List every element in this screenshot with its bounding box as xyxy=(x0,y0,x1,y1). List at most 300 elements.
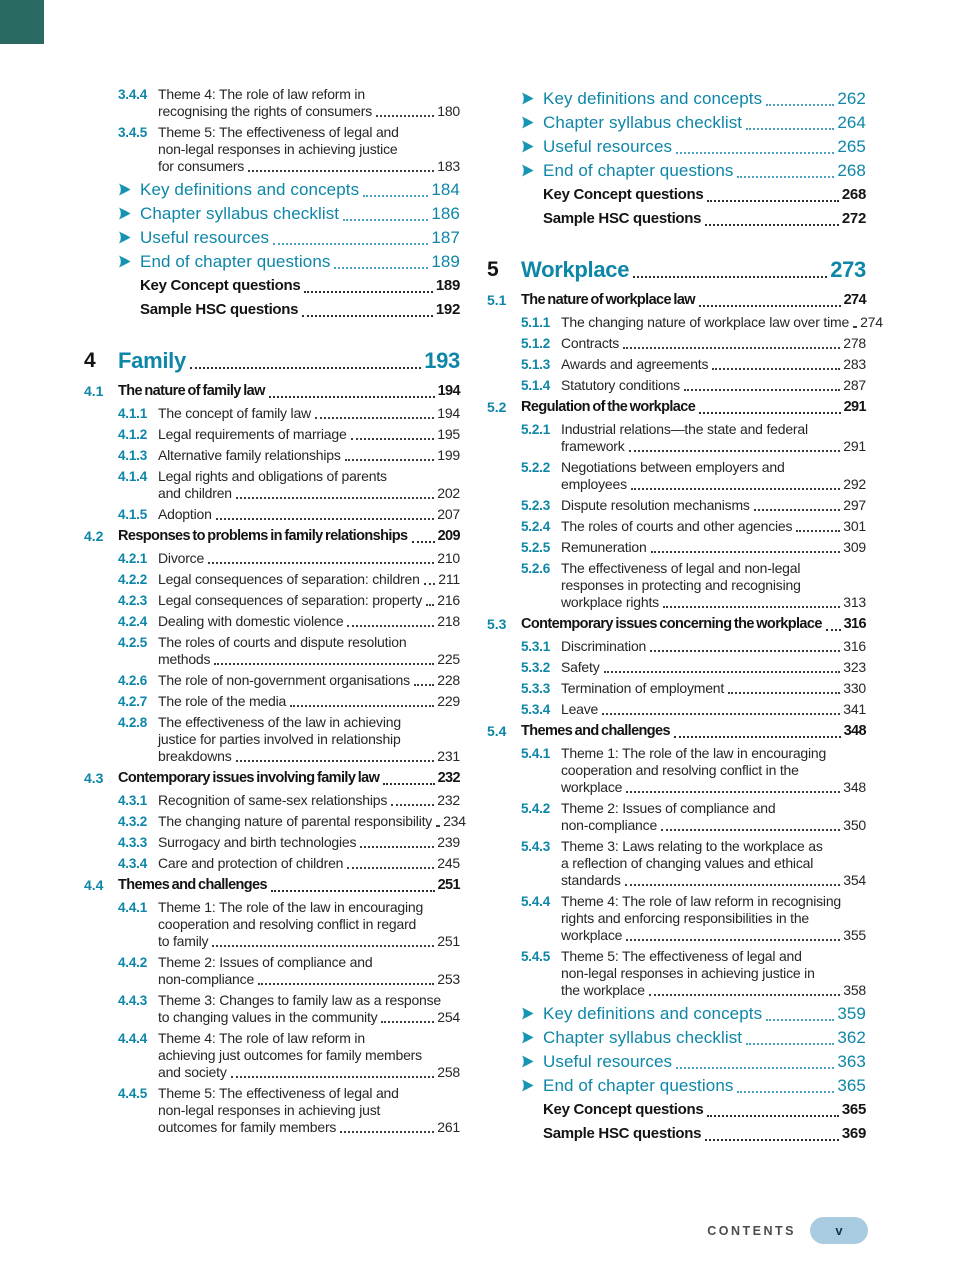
toc-entry-5-1 xyxy=(487,291,866,310)
entry-body xyxy=(561,638,866,655)
entry-text-line: Theme 3: Laws relating to the workplace as xyxy=(561,838,823,854)
entry-last-line xyxy=(561,982,866,999)
toc-entry xyxy=(487,1003,866,1024)
entry-number: 5.1.3 xyxy=(521,357,551,372)
entry-last-line xyxy=(158,613,460,630)
entry-last-line xyxy=(140,203,460,224)
entry-text: Safety xyxy=(561,659,600,675)
entry-text: Sample HSC questions xyxy=(543,210,702,227)
entry-text-line: cooperation and resolving conflict in regard xyxy=(158,916,417,932)
dotted-leader xyxy=(676,152,834,154)
entry-body xyxy=(543,184,866,205)
entry-last-line xyxy=(118,876,460,895)
dotted-leader xyxy=(343,219,428,221)
entry-last-line xyxy=(561,659,866,676)
entry-text-line: Theme 5: The effectiveness of legal and xyxy=(158,1085,399,1101)
dotted-leader xyxy=(737,1091,834,1093)
toc-entry-5-2 xyxy=(487,398,866,417)
entry-text-line: a reflection of changing values and ethical xyxy=(561,855,814,871)
dotted-leader xyxy=(334,267,428,269)
entry-body xyxy=(158,992,460,1026)
toc-entry-5-2-3 xyxy=(487,497,866,514)
toc-entry-4-1-5 xyxy=(84,506,460,523)
entry-body xyxy=(158,855,460,872)
dotted-leader xyxy=(190,367,421,369)
page-ref: 323 xyxy=(843,659,866,675)
dotted-leader xyxy=(258,983,434,985)
entry-body xyxy=(140,179,460,200)
page-ref: 216 xyxy=(437,592,460,608)
entry-number: 5.4.4 xyxy=(521,894,551,909)
page-ref: 189 xyxy=(435,277,460,294)
entry-number: 5.3.4 xyxy=(521,702,551,717)
entry-text-line: responses in protecting and recognising xyxy=(561,577,801,593)
entry-body xyxy=(521,291,866,310)
entry-last-line xyxy=(158,651,460,668)
entry-text: End of chapter questions xyxy=(543,161,734,180)
entry-body xyxy=(561,838,866,889)
dotted-leader xyxy=(347,625,434,627)
entry-body xyxy=(543,1075,866,1096)
page-ref: 180 xyxy=(437,103,460,119)
entry-body xyxy=(158,693,460,710)
toc-entry-4-4 xyxy=(84,876,460,895)
entry-number: 4.1.4 xyxy=(118,469,148,484)
entry-text: Useful resources xyxy=(140,228,270,247)
dotted-leader xyxy=(746,1043,834,1045)
entry-last-line xyxy=(158,813,466,830)
page-ref: 234 xyxy=(443,813,466,829)
entry-last-line xyxy=(543,88,866,109)
page-ref: 262 xyxy=(837,89,866,108)
entry-number: 5.3.3 xyxy=(521,681,551,696)
toc-entry-4-4-4 xyxy=(84,1030,460,1081)
entry-number: 5.1.4 xyxy=(521,378,551,393)
entry-text: standards xyxy=(561,872,621,888)
entry-number: 4.2.6 xyxy=(118,673,148,688)
entry-last-line xyxy=(561,594,866,611)
entry-text: Remuneration xyxy=(561,539,647,555)
toc-entry xyxy=(84,251,460,272)
page-ref: 231 xyxy=(437,748,460,764)
toc-entry-4-2-8 xyxy=(84,714,460,765)
toc-entry-4-2-4 xyxy=(84,613,460,630)
arrow-bullet-icon xyxy=(520,136,543,154)
toc-entry-5-4-4 xyxy=(487,893,866,944)
page-ref: 287 xyxy=(843,377,866,393)
entry-text: Key definitions and concepts xyxy=(140,180,360,199)
entry-last-line xyxy=(158,405,460,422)
page-ref: 292 xyxy=(843,476,866,492)
dotted-leader xyxy=(347,867,434,869)
page-ref: 350 xyxy=(843,817,866,833)
entry-text: outcomes for family members xyxy=(158,1119,337,1135)
entry-last-line xyxy=(543,112,866,133)
page-ref: 207 xyxy=(437,506,460,522)
entry-body xyxy=(158,1030,460,1081)
entry-number: 4.3.2 xyxy=(118,814,148,829)
entry-body xyxy=(118,382,460,401)
entry-text-line: rights and enforcing responsibilities in the xyxy=(561,910,810,926)
toc-entry-5-4-3 xyxy=(487,838,866,889)
toc-entry-4-1 xyxy=(84,382,460,401)
entry-body xyxy=(158,714,460,765)
dotted-leader xyxy=(436,825,440,827)
page-ref: 341 xyxy=(843,701,866,717)
entry-text: to changing values in the community xyxy=(158,1009,378,1025)
entry-number: 4.3 xyxy=(84,770,104,786)
entry-body xyxy=(561,459,866,493)
entry-text: The role of the media xyxy=(158,693,287,709)
dotted-leader xyxy=(604,671,841,673)
entry-text: Chapter syllabus checklist xyxy=(543,1028,743,1047)
page-ref: 194 xyxy=(437,405,460,421)
entry-body xyxy=(561,745,866,796)
dotted-leader xyxy=(651,551,841,553)
entry-text: Useful resources xyxy=(543,137,673,156)
entry-last-line xyxy=(561,356,866,373)
entry-text: and society xyxy=(158,1064,227,1080)
entry-body xyxy=(561,518,866,535)
entry-text-line: Theme 3: Changes to family law as a response xyxy=(158,992,442,1008)
toc-entry-5-2-6 xyxy=(487,560,866,611)
entry-last-line xyxy=(158,693,460,710)
dotted-leader xyxy=(360,846,434,848)
dotted-leader xyxy=(304,291,432,293)
entry-last-line xyxy=(158,748,460,765)
page-ref: 362 xyxy=(837,1028,866,1047)
toc-entry-4-2-1 xyxy=(84,550,460,567)
entry-text-line: Industrial relations—the state and federal xyxy=(561,421,808,437)
entry-body xyxy=(158,86,460,120)
page-ref: 268 xyxy=(841,186,866,203)
entry-text: breakdowns xyxy=(158,748,232,764)
toc-entry xyxy=(487,208,866,229)
entry-body xyxy=(561,701,866,718)
entry-body xyxy=(158,124,460,175)
entry-last-line xyxy=(140,227,460,248)
entry-last-line xyxy=(561,680,866,697)
entry-body xyxy=(561,800,866,834)
dotted-leader xyxy=(746,128,834,130)
entry-text: Adoption xyxy=(158,506,212,522)
entry-text: and children xyxy=(158,485,232,501)
entry-body xyxy=(561,560,866,611)
dotted-leader xyxy=(631,488,840,490)
entry-body xyxy=(543,160,866,181)
entry-last-line xyxy=(158,485,460,502)
arrow-bullet-icon xyxy=(520,1051,543,1069)
entry-text-line: Legal rights and obligations of parents xyxy=(158,468,387,484)
page-ref: 309 xyxy=(843,539,866,555)
dotted-leader xyxy=(271,890,435,892)
entry-text-line: non-legal responses in achieving justice in xyxy=(561,965,815,981)
entry-number: 5.2.5 xyxy=(521,540,551,555)
dotted-leader xyxy=(391,804,434,806)
toc-entry-5 xyxy=(487,257,866,283)
entry-number: 4.4.2 xyxy=(118,955,148,970)
toc-entry-5-3-1 xyxy=(487,638,866,655)
dotted-leader xyxy=(826,629,841,631)
dotted-leader xyxy=(853,326,857,328)
entry-number: 5.4.5 xyxy=(521,949,551,964)
dotted-leader xyxy=(302,315,433,317)
entry-number: 5.2.1 xyxy=(521,422,551,437)
entry-number: 5.1.1 xyxy=(521,315,551,330)
entry-text: Surrogacy and birth technologies xyxy=(158,834,357,850)
entry-body xyxy=(561,377,866,394)
entry-body xyxy=(543,136,866,157)
entry-text: The nature of workplace law xyxy=(521,292,695,308)
entry-last-line xyxy=(158,1064,460,1081)
arrow-bullet-icon xyxy=(520,88,543,106)
footer-contents-label: CONTENTS xyxy=(707,1223,796,1238)
entry-text: Key definitions and concepts xyxy=(543,89,763,108)
page-ref: 363 xyxy=(837,1052,866,1071)
toc-entry-5-1-1 xyxy=(487,314,883,331)
entry-text-line: The effectiveness of legal and non-legal xyxy=(561,560,801,576)
toc-entry-4-3 xyxy=(84,769,460,788)
page-ref: 253 xyxy=(437,971,460,987)
entry-text: Dealing with domestic violence xyxy=(158,613,344,629)
dotted-leader xyxy=(684,389,840,391)
toc-entry xyxy=(84,275,460,296)
entry-text-line: Negotiations between employers and xyxy=(561,459,785,475)
entry-last-line xyxy=(561,638,866,655)
dotted-leader xyxy=(340,1131,434,1133)
entry-text-line: Theme 5: The effectiveness of legal and xyxy=(158,124,399,140)
entry-body xyxy=(561,335,866,352)
page-ref: 232 xyxy=(437,792,460,808)
entry-last-line xyxy=(561,476,866,493)
page-ref: 273 xyxy=(830,257,866,282)
entry-last-line xyxy=(561,817,866,834)
entry-text-line: The roles of courts and dispute resolution xyxy=(158,634,407,650)
entry-text: Termination of employment xyxy=(561,680,725,696)
entry-number: 4.4.5 xyxy=(118,1086,148,1101)
entry-text: Contemporary issues concerning the workplace xyxy=(521,616,822,632)
entry-text: methods xyxy=(158,651,211,667)
entry-number: 3.4.4 xyxy=(118,87,148,102)
entry-body xyxy=(158,447,460,464)
page-ref: 365 xyxy=(837,1076,866,1095)
entry-last-line xyxy=(543,1099,866,1120)
entry-text: Contemporary issues involving family law xyxy=(118,770,380,786)
entry-number: 5.2.2 xyxy=(521,460,551,475)
page-ref: 210 xyxy=(437,550,460,566)
entry-last-line xyxy=(543,136,866,157)
toc-entry xyxy=(84,299,460,320)
page-ref: 297 xyxy=(843,497,866,513)
entry-number: 4.1 xyxy=(84,383,104,399)
entry-number: 4.1.5 xyxy=(118,507,148,522)
entry-number: 4.3.4 xyxy=(118,856,148,871)
entry-last-line xyxy=(543,184,866,205)
toc-entry-5-1-2 xyxy=(487,335,866,352)
toc-entry-4-2-2 xyxy=(84,571,460,588)
entry-text: Legal requirements of marriage xyxy=(158,426,347,442)
dotted-leader xyxy=(269,396,435,398)
toc-entry xyxy=(487,136,866,157)
entry-text: Key Concept questions xyxy=(543,1101,704,1118)
entry-number: 4.2.2 xyxy=(118,572,148,587)
dotted-leader xyxy=(626,939,840,941)
dotted-leader xyxy=(236,497,434,499)
entry-text: Discrimination xyxy=(561,638,647,654)
entry-number: 4.4.4 xyxy=(118,1031,148,1046)
page-ref: 291 xyxy=(843,399,866,415)
toc-entry xyxy=(487,1123,866,1144)
entry-last-line xyxy=(561,377,866,394)
toc-column-left xyxy=(84,86,466,1147)
dotted-leader xyxy=(649,994,840,996)
entry-body xyxy=(561,497,866,514)
entry-number: 4.3.1 xyxy=(118,793,148,808)
page-ref: 211 xyxy=(438,571,460,587)
page-ref: 359 xyxy=(837,1004,866,1023)
dotted-leader xyxy=(231,1076,435,1078)
entry-text-line: cooperation and resolving conflict in the xyxy=(561,762,799,778)
entry-body xyxy=(158,468,460,502)
toc-entry-4-1-3 xyxy=(84,447,460,464)
entry-body xyxy=(543,1099,866,1120)
entry-last-line xyxy=(561,927,866,944)
entry-last-line xyxy=(521,291,866,310)
entry-text: framework xyxy=(561,438,625,454)
toc-entry-5-4-5 xyxy=(487,948,866,999)
page-ref: 316 xyxy=(843,638,866,654)
entry-number: 4.1.3 xyxy=(118,448,148,463)
entry-body xyxy=(158,1085,460,1136)
entry-text: Family xyxy=(118,348,186,373)
page-ref: 183 xyxy=(437,158,460,174)
folio-page-number: v xyxy=(835,1223,843,1238)
page-ref: 199 xyxy=(437,447,460,463)
toc-entry xyxy=(84,227,460,248)
entry-last-line xyxy=(158,792,460,809)
entry-number: 5.2.6 xyxy=(521,561,551,576)
entry-number: 4.1.2 xyxy=(118,427,148,442)
page-ref: 193 xyxy=(424,348,460,373)
entry-number: 5.2.4 xyxy=(521,519,551,534)
page-ref: 291 xyxy=(843,438,866,454)
entry-body xyxy=(543,1003,866,1024)
page-ref: 261 xyxy=(437,1119,460,1135)
entry-last-line xyxy=(158,971,460,988)
entry-body xyxy=(543,88,866,109)
entry-body xyxy=(118,348,460,374)
dotted-leader xyxy=(273,243,428,245)
entry-body xyxy=(158,672,460,689)
dotted-leader xyxy=(650,650,840,652)
arrow-bullet-icon xyxy=(117,179,140,197)
entry-number: 5.4.1 xyxy=(521,746,551,761)
entry-number: 4.4.1 xyxy=(118,900,148,915)
dotted-leader xyxy=(602,713,840,715)
toc-entry-4-3-4 xyxy=(84,855,460,872)
entry-body xyxy=(158,550,460,567)
entry-text-line: Theme 1: The role of the law in encouraging xyxy=(561,745,827,761)
dotted-leader xyxy=(424,583,436,585)
entry-number: 5.3.2 xyxy=(521,660,551,675)
entry-body xyxy=(118,769,460,788)
dotted-leader xyxy=(623,347,840,349)
toc-entry xyxy=(84,179,460,200)
toc-entry-4-2-5 xyxy=(84,634,460,668)
arrow-bullet-icon xyxy=(117,203,140,221)
entry-number: 5 xyxy=(487,258,499,281)
entry-text: Legal consequences of separation: property xyxy=(158,592,423,608)
page-ref: 283 xyxy=(843,356,866,372)
entry-text-line: achieving just outcomes for family members xyxy=(158,1047,422,1063)
entry-body xyxy=(158,834,460,851)
dotted-leader xyxy=(699,305,841,307)
entry-text-line: Theme 2: Issues of compliance and xyxy=(561,800,776,816)
entry-body xyxy=(158,899,460,950)
toc-entry-5-2-1 xyxy=(487,421,866,455)
page-ref: 354 xyxy=(843,872,866,888)
page-ref: 278 xyxy=(843,335,866,351)
dotted-leader xyxy=(728,692,840,694)
toc-entry-5-3 xyxy=(487,615,866,634)
entry-body xyxy=(561,680,866,697)
entry-last-line xyxy=(158,933,460,950)
toc-entry xyxy=(487,184,866,205)
entry-last-line xyxy=(140,299,460,320)
toc-entry xyxy=(487,160,866,181)
page-ref: 225 xyxy=(437,651,460,667)
entry-body xyxy=(561,539,866,556)
dotted-leader xyxy=(629,450,841,452)
entry-last-line xyxy=(158,855,460,872)
entry-text: non-compliance xyxy=(158,971,255,987)
dotted-leader xyxy=(633,276,827,278)
entry-last-line xyxy=(543,160,866,181)
page-ref: 195 xyxy=(437,426,460,442)
entry-body xyxy=(561,948,866,999)
entry-last-line xyxy=(561,518,866,535)
entry-number: 3.4.5 xyxy=(118,125,148,140)
toc-entry-4-2-3 xyxy=(84,592,460,609)
entry-body xyxy=(561,356,866,373)
page-ref: 316 xyxy=(843,616,866,632)
entry-text: workplace xyxy=(561,927,623,943)
page-ref: 313 xyxy=(843,594,866,610)
entry-text: Themes and challenges xyxy=(521,723,670,739)
dotted-leader xyxy=(674,736,841,738)
entry-text: Care and protection of children xyxy=(158,855,344,871)
entry-last-line xyxy=(543,1051,866,1072)
dotted-leader xyxy=(426,604,434,606)
entry-body xyxy=(561,314,883,331)
page-ref: 369 xyxy=(841,1125,866,1142)
page-ref: 232 xyxy=(437,770,460,786)
page-ref: 189 xyxy=(431,252,460,271)
entry-body xyxy=(140,227,460,248)
entry-text: End of chapter questions xyxy=(543,1076,734,1095)
dotted-leader xyxy=(754,509,841,511)
entry-number: 5.2.3 xyxy=(521,498,551,513)
page-ref: 348 xyxy=(843,779,866,795)
arrow-bullet-icon xyxy=(520,160,543,178)
entry-last-line xyxy=(158,103,460,120)
entry-last-line xyxy=(561,314,883,331)
entry-number: 5.1 xyxy=(487,292,507,308)
entry-text-line: Theme 4: The role of law reform in xyxy=(158,1030,365,1046)
toc-entry xyxy=(487,88,866,109)
entry-body xyxy=(158,792,460,809)
dotted-leader xyxy=(737,176,834,178)
